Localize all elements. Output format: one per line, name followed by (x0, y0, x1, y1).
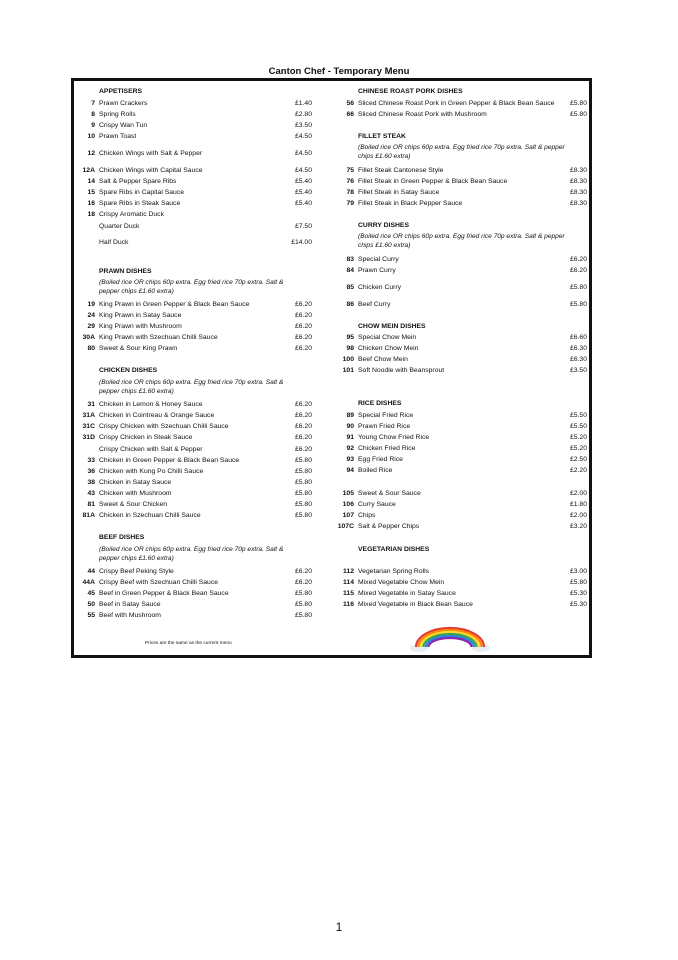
menu-item-name: Spring Rolls (99, 111, 136, 118)
menu-item-name: Young Chow Fried Rice (358, 434, 430, 441)
menu-item-name: Salt & Pepper Chips (358, 523, 420, 530)
menu-item-price: £4.50 (294, 150, 312, 157)
menu-item-name: Crispy Chicken with Szechuan Chilli Sauce (99, 423, 229, 430)
menu-item-name: Beef with Mushroom (99, 612, 161, 619)
menu-item-name: Chicken in Green Pepper & Black Bean Sauce (99, 457, 240, 464)
menu-item-num: 14 (87, 178, 95, 185)
menu-item-name: Salt & Pepper Spare Ribs (99, 178, 177, 185)
menu-item-num: 15 (87, 189, 95, 196)
footer-note: Prices are the same as the current menu (145, 641, 232, 646)
menu-item (77, 455, 312, 466)
menu-item (336, 98, 587, 109)
menu-box (71, 78, 592, 658)
menu-item-name: Quarter Duck (99, 223, 140, 230)
menu-item-price: £5.80 (569, 284, 587, 291)
menu-item-name: Prawn Toast (99, 133, 137, 140)
menu-item (336, 454, 587, 465)
menu-item (77, 410, 312, 421)
menu-item-price: £5.50 (569, 412, 587, 419)
menu-item-price: £6.20 (294, 568, 312, 575)
section-note: (Boiled rice OR chips 60p extra. Egg fried rice 70p extra. Salt & pepper chips £1.60 extra) (99, 546, 284, 562)
menu-item-name: Special Chow Mein (358, 334, 417, 341)
menu-item-name: Chicken in Satay Sauce (99, 479, 172, 486)
menu-item-name: King Prawn in Satay Sauce (99, 312, 182, 319)
menu-item-num: 80 (87, 345, 95, 352)
section-heading: APPETISERS (99, 88, 143, 95)
menu-item-name: King Prawn in Green Pepper & Black Bean Sauce (99, 301, 250, 308)
menu-item-price: £5.80 (294, 490, 312, 497)
menu-item-price: £5.20 (569, 434, 587, 441)
menu-item-name: Chicken with Mushroom (99, 490, 172, 497)
menu-item-name: Fillet Steak in Green Pepper & Black Bean Sauce (358, 178, 508, 185)
menu-item (77, 599, 312, 610)
section-note: (Boiled rice OR chips 60p extra. Egg fried rice 70p extra. Salt & pepper chips £1.60 extra) (358, 144, 565, 160)
menu-item-name: Crispy Wan Tun (99, 122, 148, 129)
menu-item-name: Chicken Curry (358, 284, 402, 291)
menu-item-price: £4.50 (294, 167, 312, 174)
menu-item-num: 92 (346, 445, 354, 452)
menu-item-name: Mixed Vegetable in Satay Sauce (358, 590, 456, 597)
menu-item-num: 50 (87, 601, 95, 608)
menu-item (336, 577, 587, 588)
menu-item-num: 31D (82, 434, 95, 441)
menu-item-price: £3.00 (569, 568, 587, 575)
menu-item-price: £3.50 (294, 122, 312, 129)
menu-item (77, 148, 312, 159)
menu-item-name: Chicken in Cointreau & Orange Sauce (99, 412, 215, 419)
menu-item (77, 566, 312, 577)
menu-item-price: £5.80 (294, 612, 312, 619)
menu-item-name: Crispy Aromatic Duck (99, 211, 164, 218)
menu-item-price: £5.30 (569, 590, 587, 597)
menu-item-name: Beef in Green Pepper & Black Bean Sauce (99, 590, 229, 597)
menu-item-price: £5.50 (569, 423, 587, 430)
menu-item (336, 282, 587, 293)
menu-item-name: Spare Ribs in Steak Sauce (99, 200, 181, 207)
menu-item-num: 31 (87, 401, 95, 408)
menu-item-price: £6.20 (294, 323, 312, 330)
menu-item (77, 187, 312, 198)
menu-item (77, 444, 312, 455)
menu-item-price: £5.80 (294, 601, 312, 608)
menu-item (336, 566, 587, 577)
menu-item-name: Vegetarian Spring Rolls (358, 568, 430, 575)
menu-item-price: £7.50 (294, 223, 312, 230)
menu-item-name: Crispy Beef with Szechuan Chilli Sauce (99, 579, 219, 586)
menu-item-num: 33 (87, 457, 95, 464)
menu-item (77, 421, 312, 432)
menu-item-num: 85 (346, 284, 354, 291)
menu-item-name: Chicken Chow Mein (358, 345, 419, 352)
menu-item-price: £6.20 (294, 446, 312, 453)
menu-title: Canton Chef - Temporary Menu (268, 66, 410, 77)
section-heading: RICE DISHES (358, 400, 402, 407)
menu-item (336, 165, 587, 176)
menu-item-price: £6.20 (294, 312, 312, 319)
menu-item (77, 588, 312, 599)
menu-item (336, 187, 587, 198)
menu-item-price: £8.30 (569, 167, 587, 174)
menu-item-num: 9 (91, 122, 95, 129)
menu-item-num: 30A (82, 334, 95, 341)
menu-item-name: Mixed Vegetable in Black Bean Sauce (358, 601, 473, 608)
menu-item (336, 421, 587, 432)
menu-item-num: 115 (343, 590, 354, 597)
menu-item (77, 120, 312, 131)
menu-item (336, 365, 587, 376)
menu-item-num: 7 (91, 100, 95, 107)
menu-item (77, 299, 312, 310)
section-heading: BEEF DISHES (99, 534, 145, 541)
menu-item-price: £2.50 (569, 456, 587, 463)
menu-item-price: £5.80 (294, 512, 312, 519)
menu-item-price: £5.80 (569, 111, 587, 118)
menu-item-num: 95 (346, 334, 354, 341)
menu-item-num: 56 (346, 100, 354, 107)
menu-item-name: Prawn Curry (358, 267, 396, 274)
section-heading: VEGETARIAN DISHES (358, 546, 430, 553)
menu-item-price: £6.30 (569, 345, 587, 352)
menu-item (336, 465, 587, 476)
menu-item-name: Fillet Steak Cantonese Style (358, 167, 444, 174)
menu-item-price: £5.80 (294, 590, 312, 597)
menu-item-name: Sweet & Sour Sauce (358, 490, 421, 497)
menu-item (336, 299, 587, 310)
menu-item-price: £3.20 (569, 523, 587, 530)
menu-item-name: Prawn Fried Rice (358, 423, 411, 430)
menu-item-price: £1.40 (294, 100, 312, 107)
section-note: (Boiled rice OR chips 60p extra. Egg fried rice 70p extra. Salt & pepper chips £1.60 extra) (99, 279, 284, 295)
menu-item-price: £8.30 (569, 178, 587, 185)
menu-item-name: Sweet & Sour King Prawn (99, 345, 178, 352)
menu-item-num: 8 (91, 111, 95, 118)
menu-item-price: £2.00 (569, 490, 587, 497)
menu-item (336, 176, 587, 187)
menu-item-name: King Prawn with Mushroom (99, 323, 182, 330)
menu-item-price: £6.20 (294, 345, 312, 352)
menu-item-num: 114 (343, 579, 354, 586)
menu-item-num: 55 (87, 612, 95, 619)
menu-item-name: Sliced Chinese Roast Pork with Mushroom (358, 111, 487, 118)
section-heading: CHINESE ROAST PORK DISHES (358, 88, 463, 95)
menu-item-price: £5.80 (569, 100, 587, 107)
menu-item-num: 89 (346, 412, 354, 419)
menu-item (336, 488, 587, 499)
menu-item (77, 131, 312, 142)
menu-item-num: 78 (346, 189, 354, 196)
menu-item-name: Special Curry (358, 256, 399, 263)
menu-item-name: Soft Noodle with Beansprout (358, 367, 445, 374)
menu-item-price: £6.20 (569, 267, 587, 274)
menu-item-price: £6.20 (294, 423, 312, 430)
section-heading: FILLET STEAK (358, 133, 406, 140)
menu-item-num: 106 (342, 501, 354, 508)
menu-item-price: £6.20 (294, 301, 312, 308)
menu-item-price: £5.40 (294, 189, 312, 196)
menu-item-price: £2.80 (294, 111, 312, 118)
menu-item-price: £5.80 (294, 501, 312, 508)
menu-item-num: 18 (87, 211, 95, 218)
menu-item (77, 399, 312, 410)
menu-item (77, 209, 312, 220)
menu-item-num: 24 (87, 312, 95, 319)
menu-item (77, 477, 312, 488)
menu-item-num: 31C (82, 423, 95, 430)
section-heading: CURRY DISHES (358, 222, 409, 229)
menu-item (77, 432, 312, 443)
menu-item-num: 38 (87, 479, 95, 486)
menu-item (336, 109, 587, 120)
menu-item-name: Crispy Chicken in Steak Sauce (99, 434, 193, 441)
menu-item-num: 83 (346, 256, 354, 263)
menu-item-price: £14.00 (291, 239, 312, 246)
menu-item-name: Prawn Crackers (99, 100, 148, 107)
menu-item-num: 98 (346, 345, 354, 352)
menu-item (77, 577, 312, 588)
menu-item-name: Chicken Fried Rice (358, 445, 416, 452)
rainbow-icon (410, 623, 490, 653)
menu-item-num: 116 (343, 601, 354, 608)
menu-item-name: Crispy Beef Peking Style (99, 568, 174, 575)
section-heading: PRAWN DISHES (99, 268, 152, 275)
menu-item-num: 76 (346, 178, 354, 185)
menu-item (77, 321, 312, 332)
menu-item-num: 107 (342, 512, 354, 519)
menu-item (77, 488, 312, 499)
menu-item-price: £5.80 (294, 457, 312, 464)
menu-item-num: 44 (87, 568, 95, 575)
menu-item-price: £5.80 (569, 579, 587, 586)
menu-item (336, 410, 587, 421)
menu-item-price: £6.20 (294, 334, 312, 341)
menu-item-price: £8.30 (569, 189, 587, 196)
menu-item (77, 165, 312, 176)
menu-item-num: 81A (82, 512, 95, 519)
menu-item-num: 31A (82, 412, 95, 419)
menu-item (336, 254, 587, 265)
menu-item-num: 112 (343, 568, 354, 575)
menu-item-num: 91 (346, 434, 354, 441)
menu-item-name: Chicken in Szechuan Chilli Sauce (99, 512, 201, 519)
menu-item-num: 107C (337, 523, 354, 530)
menu-item (77, 610, 312, 621)
menu-item-num: 86 (346, 301, 354, 308)
menu-item-num: 12 (87, 150, 95, 157)
menu-item-num: 81 (87, 501, 95, 508)
menu-item-price: £5.40 (294, 178, 312, 185)
menu-item-num: 105 (342, 490, 354, 497)
menu-item-name: Sliced Chinese Roast Pork in Green Pepper & Black Bean Sauce (358, 100, 555, 107)
menu-item-name: Chicken in Lemon & Honey Sauce (99, 401, 203, 408)
menu-item-name: Chips (358, 512, 376, 519)
menu-item-num: 36 (87, 468, 95, 475)
menu-item-price: £6.20 (569, 256, 587, 263)
menu-item-price: £6.20 (294, 401, 312, 408)
menu-item-num: 100 (342, 356, 354, 363)
menu-item-price: £5.80 (294, 468, 312, 475)
section-heading: CHICKEN DISHES (99, 367, 158, 374)
menu-item-name: Curry Sauce (358, 501, 396, 508)
menu-item (77, 221, 312, 232)
menu-item-name: Crispy Chicken with Salt & Pepper (99, 446, 203, 453)
menu-item (336, 599, 587, 610)
menu-item-name: Beef Chow Mein (358, 356, 408, 363)
menu-item-price: £2.00 (569, 512, 587, 519)
menu-item (336, 510, 587, 521)
menu-item (77, 109, 312, 120)
menu-item-price: £6.20 (294, 579, 312, 586)
menu-item-num: 75 (346, 167, 354, 174)
menu-item-num: 29 (87, 323, 95, 330)
menu-item (336, 432, 587, 443)
menu-item (77, 332, 312, 343)
menu-item-name: Fillet Steak in Black Pepper Sauce (358, 200, 463, 207)
menu-item-num: 90 (346, 423, 354, 430)
menu-item-name: Chicken with Kung Po Chilli Sauce (99, 468, 204, 475)
menu-item-name: Special Fried Rice (358, 412, 414, 419)
section-note: (Boiled rice OR chips 60p extra. Egg fried rice 70p extra. Salt & pepper chips £1.60 extra) (99, 379, 284, 395)
menu-item (77, 237, 312, 248)
menu-item-price: £2.20 (569, 467, 587, 474)
menu-item (77, 310, 312, 321)
menu-item-name: Chicken Wings with Capital Sauce (99, 167, 203, 174)
section-note: (Boiled rice OR chips 60p extra. Egg fried rice 70p extra. Salt & pepper chips £1.60 extra) (358, 233, 565, 249)
menu-item-price: £6.20 (294, 434, 312, 441)
menu-item-price: £1.80 (569, 501, 587, 508)
menu-item-num: 45 (87, 590, 95, 597)
menu-item-num: 66 (346, 111, 354, 118)
menu-item-name: King Prawn with Szechuan Chilli Sauce (99, 334, 218, 341)
menu-item-num: 16 (87, 200, 95, 207)
menu-item-num: 101 (342, 367, 354, 374)
menu-item-price: £5.80 (569, 301, 587, 308)
menu-item (336, 354, 587, 365)
menu-item-num: 12A (82, 167, 95, 174)
menu-item-num: 79 (346, 200, 354, 207)
menu-item (77, 510, 312, 521)
menu-item-name: Beef Curry (358, 301, 391, 308)
menu-item-num: 43 (87, 490, 95, 497)
menu-item (77, 343, 312, 354)
menu-item-price: £5.20 (569, 445, 587, 452)
menu-item-num: 94 (346, 467, 354, 474)
menu-item (77, 98, 312, 109)
menu-item-price: £6.60 (569, 334, 587, 341)
menu-item (77, 466, 312, 477)
menu-item-num: 19 (87, 301, 95, 308)
menu-item-name: Spare Ribs in Capital Sauce (99, 189, 185, 196)
menu-item (336, 588, 587, 599)
menu-item-num: 44A (82, 579, 95, 586)
menu-item-price: £8.30 (569, 200, 587, 207)
menu-item-num: 93 (346, 456, 354, 463)
menu-item-price: £5.80 (294, 479, 312, 486)
menu-item-name: Beef in Satay Sauce (99, 601, 161, 608)
menu-item-name: Mixed Vegetable Chow Mein (358, 579, 445, 586)
menu-item-price: £3.50 (569, 367, 587, 374)
menu-item (336, 198, 587, 209)
menu-item (77, 176, 312, 187)
menu-item (336, 443, 587, 454)
menu-item (336, 265, 587, 276)
menu-item (336, 499, 587, 510)
menu-item-price: £5.40 (294, 200, 312, 207)
menu-item-num: 10 (87, 133, 95, 140)
menu-item-price: £6.20 (294, 412, 312, 419)
menu-item-price: £5.30 (569, 601, 587, 608)
menu-item-price: £6.30 (569, 356, 587, 363)
menu-item-name: Chicken Wings with Salt & Pepper (99, 150, 203, 157)
menu-item-name: Egg Fried Rice (358, 456, 403, 463)
section-heading: CHOW MEIN DISHES (358, 323, 426, 330)
menu-item-name: Half Duck (99, 239, 129, 246)
menu-item (77, 499, 312, 510)
menu-item (336, 332, 587, 343)
menu-item-name: Fillet Steak in Satay Sauce (358, 189, 440, 196)
menu-item-name: Boiled Rice (358, 467, 393, 474)
menu-item (77, 198, 312, 209)
menu-item (336, 521, 587, 532)
menu-item (336, 343, 587, 354)
menu-item-price: £4.50 (294, 133, 312, 140)
menu-item-name: Sweet & Sour Chicken (99, 501, 168, 508)
page-number: 1 (335, 920, 343, 934)
menu-item-num: 84 (346, 267, 354, 274)
